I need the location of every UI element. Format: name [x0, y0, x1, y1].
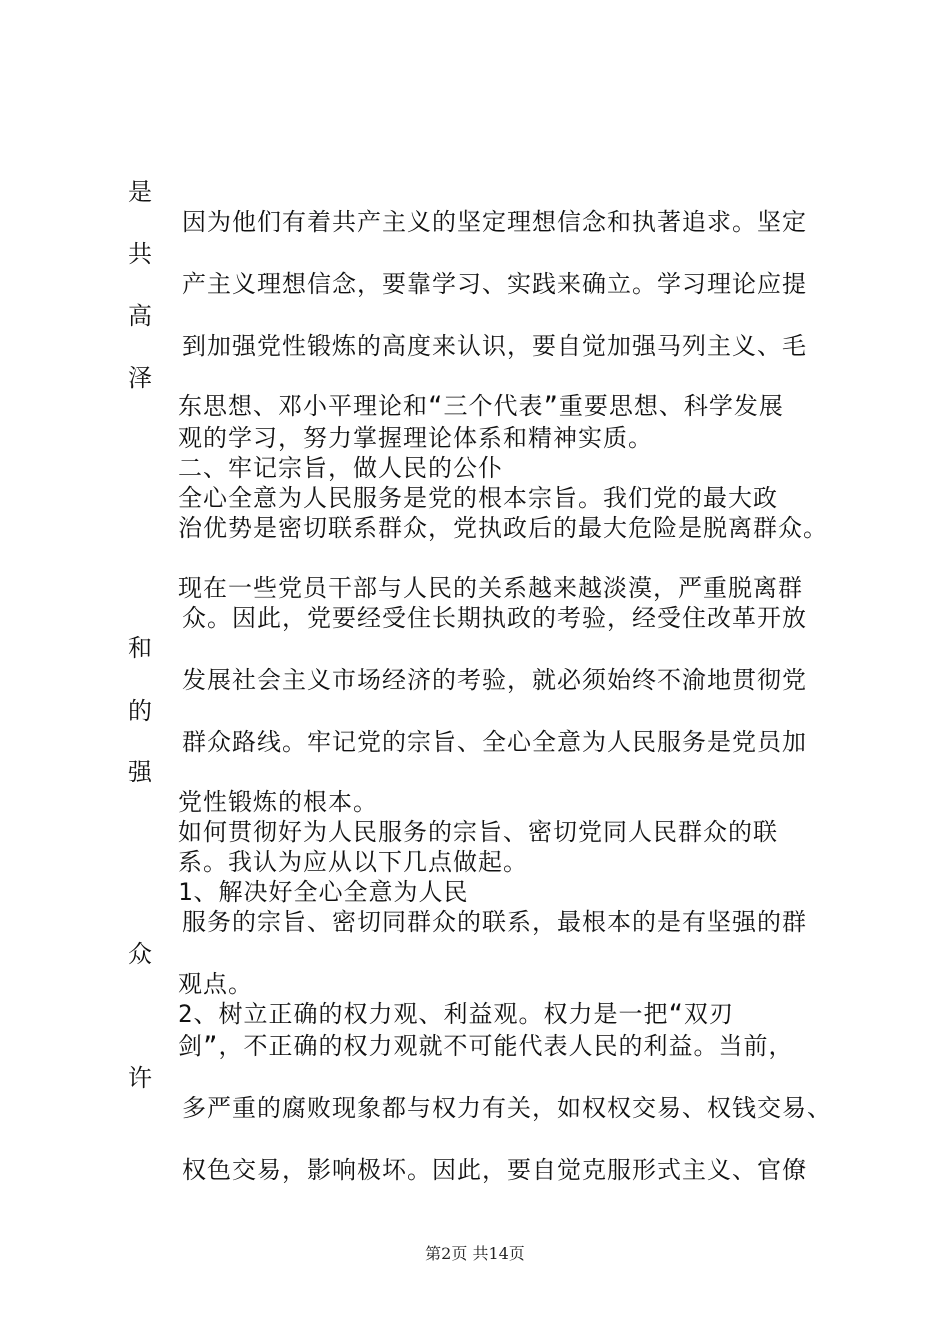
- body-line: 观的学习，努力掌握理论体系和精神实质。: [178, 424, 653, 452]
- margin-char: 众: [128, 940, 152, 968]
- body-line: 现在一些党员干部与人民的关系越来越淡漠，严重脱离群: [178, 574, 803, 602]
- body-line: 东思想、邓小平理论和“三个代表”重要思想、科学发展: [178, 392, 784, 420]
- body-line: 产主义理想信念，要靠学习、实践来确立。学习理论应提: [182, 270, 807, 298]
- body-line: 观点。: [178, 970, 253, 998]
- body-line: 因为他们有着共产主义的坚定理想信念和执著追求。坚定: [182, 208, 807, 236]
- body-line: 多严重的腐败现象都与权力有关，如权权交易、权钱交易、: [182, 1094, 832, 1122]
- body-line: 党性锻炼的根本。: [178, 788, 378, 816]
- margin-char: 和: [128, 634, 152, 662]
- body-line: 众。因此，党要经受住长期执政的考验，经受住改革开放: [182, 604, 807, 632]
- margin-char: 许: [128, 1064, 152, 1092]
- body-line: 系。我认为应从以下几点做起。: [178, 848, 528, 876]
- list-item-heading: 1、解决好全心全意为人民: [178, 878, 469, 906]
- body-line: 服务的宗旨、密切同群众的联系，最根本的是有坚强的群: [182, 908, 807, 936]
- body-line: 到加强党性锻炼的高度来认识，要自觉加强马列主义、毛: [182, 332, 807, 360]
- list-item-heading: 2、树立正确的权力观、利益观。权力是一把“双刃: [178, 1000, 734, 1028]
- body-line: 治优势是密切联系群众，党执政后的最大危险是脱离群众。: [178, 514, 828, 542]
- body-line: 剑”，不正确的权力观就不可能代表人民的利益。当前，: [178, 1032, 794, 1060]
- margin-char: 泽: [128, 364, 152, 392]
- section-heading: 二、牢记宗旨，做人民的公仆: [178, 454, 503, 482]
- body-line: 发展社会主义市场经济的考验，就必须始终不渝地贯彻党: [182, 666, 807, 694]
- margin-char: 的: [128, 697, 152, 725]
- margin-char: 强: [128, 758, 152, 786]
- page-footer: 第2页 共14页: [425, 1244, 525, 1263]
- margin-char: 是: [128, 178, 152, 206]
- margin-char: 高: [128, 302, 152, 330]
- margin-char: 共: [128, 240, 152, 268]
- body-line: 群众路线。牢记党的宗旨、全心全意为人民服务是党员加: [182, 728, 807, 756]
- body-line: 如何贯彻好为人民服务的宗旨、密切党同人民群众的联: [178, 818, 778, 846]
- body-line: 权色交易，影响极坏。因此，要自觉克服形式主义、官僚: [182, 1156, 807, 1184]
- body-line: 全心全意为人民服务是党的根本宗旨。我们党的最大政: [178, 484, 778, 512]
